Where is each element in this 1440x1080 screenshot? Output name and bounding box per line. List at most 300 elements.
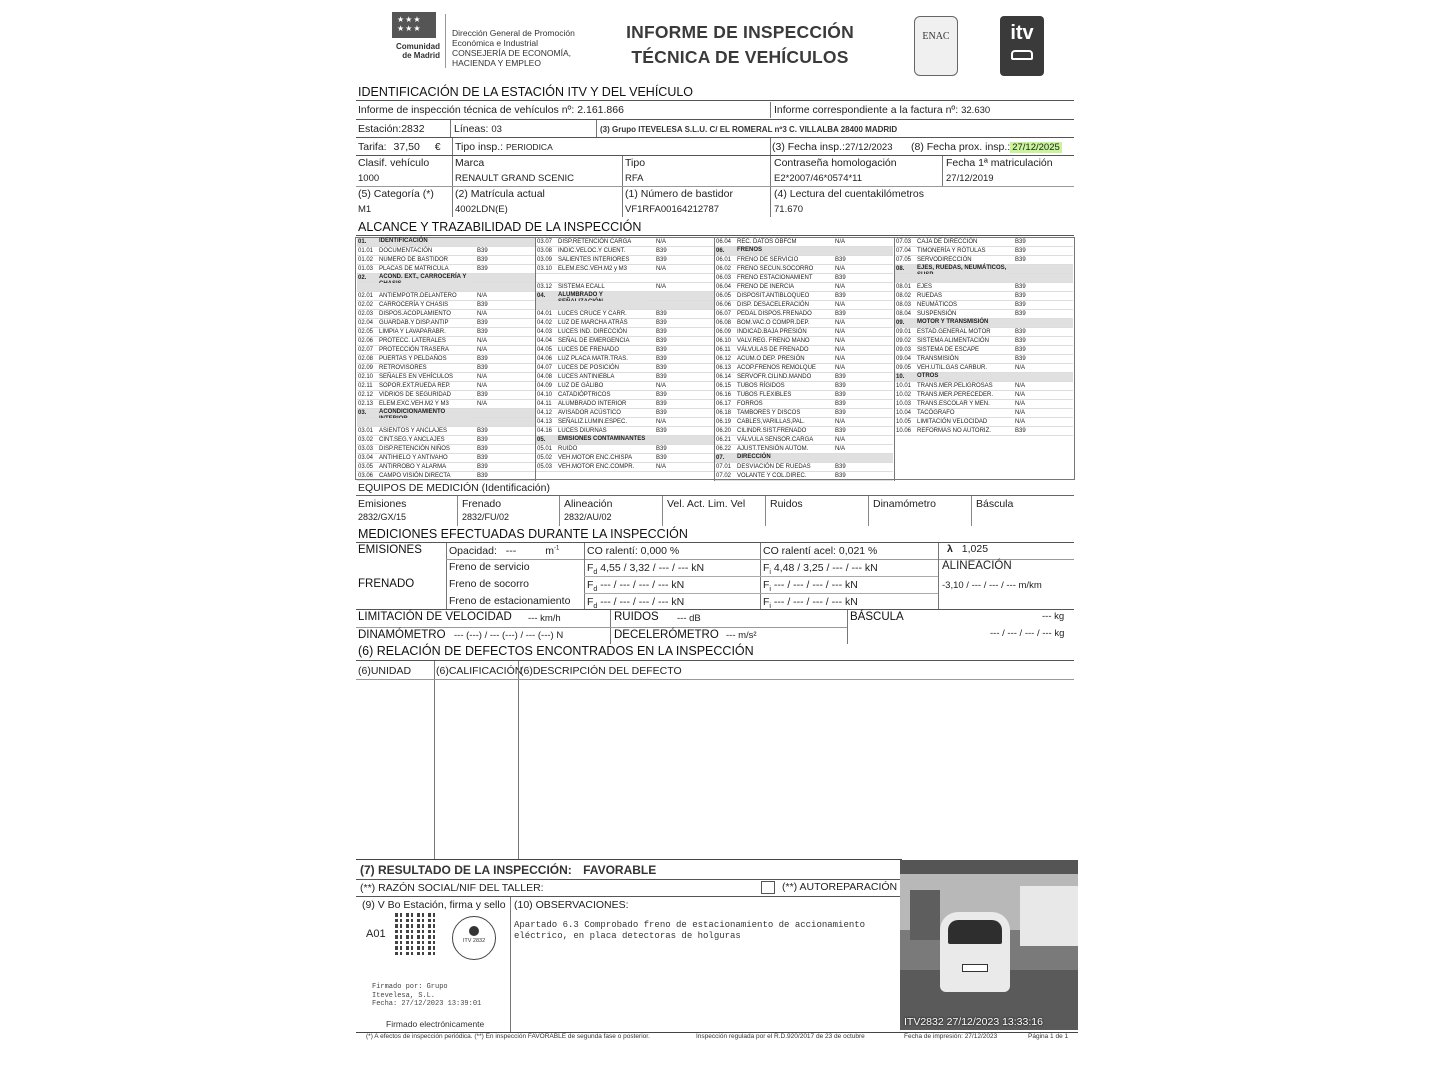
fee-label: Tarifa: xyxy=(358,141,387,153)
invoice-label: Informe correspondiente a la factura nº: xyxy=(774,104,959,116)
checklist-label: SEÑAL DE EMERGENCIA xyxy=(558,338,630,344)
checklist-label: PROTECCIÓN TRASERA xyxy=(379,347,449,353)
checklist-code: 01.03 xyxy=(358,266,374,272)
currency: € xyxy=(434,141,441,153)
checklist-code: 08.01 xyxy=(896,284,912,290)
checklist-label: DISP. DESACELERACIÓN xyxy=(737,302,809,308)
checklist-label: DISPOS.ACOPLAMIENTO xyxy=(379,311,451,317)
checklist-code: 08.04 xyxy=(896,311,912,317)
checklist-code: 10.03 xyxy=(896,401,912,407)
checklist-item xyxy=(357,256,535,265)
equip-label: Vel. Act. Lim. Vel xyxy=(667,498,746,510)
ident-section-title: IDENTIFICACIÓN DE LA ESTACIÓN ITV Y DEL VEHÍCULO xyxy=(358,85,694,99)
checklist-item xyxy=(715,400,893,409)
checklist-label: VÁLVULA SENSOR.CARGA xyxy=(737,437,814,443)
checklist-item xyxy=(715,373,893,382)
checklist-label: LUZ DE MARCHA ATRÁS xyxy=(558,320,628,326)
checklist-status: N/A xyxy=(477,374,488,380)
checklist-code: 04.02 xyxy=(537,320,553,326)
self-repair-label: (**) AUTOREPARACIÓN xyxy=(782,881,898,893)
checklist-label: PUERTAS Y PELDAÑOS xyxy=(379,356,447,362)
org-line: Dirección General de Promoción xyxy=(452,28,575,38)
report-number: 2.161.866 xyxy=(577,104,624,116)
checklist-label: LUCES DE FRENADO xyxy=(558,347,620,353)
parking-fi: --- / --- / --- / --- kN xyxy=(773,596,858,608)
workshop-label: (**) RAZÓN SOCIAL/NIF DEL TALLER: xyxy=(360,882,544,894)
checklist-status: B39 xyxy=(1015,239,1026,245)
checklist-item xyxy=(895,409,1073,418)
checklist-status: N/A xyxy=(835,365,846,371)
checklist-label: SEÑALES EN VEHÍCULOS xyxy=(379,374,454,380)
checklist-status: B39 xyxy=(1015,347,1026,353)
checklist-label: ALUMBRADO INTERIOR xyxy=(558,401,627,407)
checklist-item xyxy=(357,454,535,463)
checklist-item xyxy=(895,373,1073,382)
checklist-status: B39 xyxy=(656,446,667,452)
checklist-label: PROTECC. LATERALES xyxy=(379,338,446,344)
checklist-status: B39 xyxy=(477,446,488,452)
checklist-label: LUCES DIURNAS xyxy=(558,428,607,434)
equip-label: Emisiones xyxy=(358,498,407,510)
checklist-label: DESVIACIÓN DE RUEDAS xyxy=(737,464,811,470)
checklist-status: B39 xyxy=(477,257,488,263)
checklist-code: 02.08 xyxy=(358,356,374,362)
checklist-code: 04.11 xyxy=(537,401,552,407)
checklist-code: 04.16 xyxy=(537,428,553,434)
fee-value: 37,50 xyxy=(393,141,420,153)
brand-label: Marca xyxy=(455,157,485,169)
checklist-label: MOTOR Y TRANSMISIÓN xyxy=(917,319,1007,326)
checklist-status: N/A xyxy=(835,266,846,272)
itv-label: itv xyxy=(1010,22,1034,44)
checklist-code: 02.11 xyxy=(358,383,373,389)
checklist-label: AVISADOR ACÚSTICO xyxy=(558,410,621,416)
checklist-status: B39 xyxy=(656,365,667,371)
checklist-item xyxy=(357,328,535,337)
checklist-item xyxy=(895,256,1073,265)
checklist-label: RETROVISORES xyxy=(379,365,427,371)
checklist-item xyxy=(357,400,535,409)
checklist-status: N/A xyxy=(835,329,846,335)
checklist-item xyxy=(357,364,535,373)
checklist-label: LUCES ANTINIEBLA xyxy=(558,374,615,380)
checklist-item xyxy=(715,346,893,355)
checklist-status: N/A xyxy=(835,437,846,443)
checklist-item xyxy=(357,463,535,472)
checklist-item xyxy=(536,355,714,364)
decel-label: DECELERÓMETRO xyxy=(614,629,719,641)
checklist-code: 05. xyxy=(537,437,546,443)
checklist-status: B39 xyxy=(477,356,488,362)
checklist-status: B39 xyxy=(835,464,846,470)
checklist-code: 02.09 xyxy=(358,365,374,371)
checklist-code: 03.03 xyxy=(358,446,374,452)
brand-value: RENAULT GRAND SCENIC xyxy=(455,173,574,184)
self-repair-checkbox[interactable] xyxy=(761,881,775,894)
checklist-status: B39 xyxy=(1015,329,1026,335)
checklist-item xyxy=(536,463,714,472)
checklist-status: B39 xyxy=(835,293,846,299)
checklist-item xyxy=(715,391,893,400)
checklist-item xyxy=(357,427,535,436)
checklist-item xyxy=(715,256,893,265)
checklist-status: N/A xyxy=(1015,410,1026,416)
checklist-code: 03.10 xyxy=(537,266,553,272)
checklist-code: 01.01 xyxy=(358,248,374,254)
checklist-code: 02.13 xyxy=(358,401,374,407)
checklist-label: FRENOS xyxy=(737,247,827,254)
checklist-code: 02.03 xyxy=(358,311,374,317)
checklist-status: B39 xyxy=(1015,428,1026,434)
checklist-code: 06.02 xyxy=(716,266,732,272)
checklist-status: N/A xyxy=(656,266,667,272)
defects-col-desc: (6)DESCRIPCIÓN DEL DEFECTO xyxy=(520,665,682,677)
checklist-code: 06.20 xyxy=(716,428,732,434)
checklist-code: 06.15 xyxy=(716,383,732,389)
checklist-item xyxy=(357,274,535,283)
checklist-item xyxy=(715,337,893,346)
checklist-code: 07. xyxy=(716,455,725,461)
tipo-value: RFA xyxy=(625,173,644,184)
checklist-label: ACOP.FRENOS REMOLQUE xyxy=(737,365,816,371)
scale-value: --- kg xyxy=(1042,611,1065,622)
station-seal xyxy=(452,916,496,960)
equip-value: 2832/FU/02 xyxy=(462,512,510,522)
checklist-code: 04.01 xyxy=(537,311,553,317)
checklist-code: 10.06 xyxy=(896,428,912,434)
signature-line: Firmado por: Grupo xyxy=(372,983,448,991)
enac-label: ENAC xyxy=(922,31,950,42)
checklist-code: 08. xyxy=(896,266,905,272)
checklist-status: B39 xyxy=(656,401,667,407)
equip-table xyxy=(356,495,1074,525)
dyno-value: --- (---) / --- (---) / --- (---) N xyxy=(454,630,564,641)
checklist-label: SISTEMA DE ESCAPE xyxy=(917,347,980,353)
checklist-item xyxy=(715,274,893,283)
madrid-flag-icon: ★★★ ★★★ xyxy=(392,12,436,38)
station-number: 2832 xyxy=(401,123,425,135)
checklist-code: 04.10 xyxy=(537,392,553,398)
checklist-label: VEH.MOTOR ENC.COMPR. xyxy=(558,464,635,470)
checklist-label: DISP.RETENCIÓN CARGA xyxy=(558,239,632,245)
checklist-label: VEH.MOTOR ENC.CHISPA xyxy=(558,455,633,461)
checklist-item xyxy=(536,274,714,283)
enac-logo xyxy=(914,16,958,76)
vin-label: (1) Número de bastidor xyxy=(625,188,733,200)
observation-line: Apartado 6.3 Comprobado freno de estacionamiento de accionamiento xyxy=(514,920,866,930)
checklist-code: 04.03 xyxy=(537,329,553,335)
lines-value: 03 xyxy=(491,124,502,135)
signature-block xyxy=(372,983,481,1009)
checklist-code: 02.05 xyxy=(358,329,374,335)
checklist-item xyxy=(357,238,535,247)
title-line: INFORME DE INSPECCIÓN xyxy=(626,22,854,42)
checklist-item xyxy=(357,418,535,427)
checklist-label: SALIENTES INTERIORES xyxy=(558,257,630,263)
checklist-status: B39 xyxy=(477,437,488,443)
checklist-code: 04.05 xyxy=(537,347,553,353)
checklist-status: N/A xyxy=(656,284,667,290)
checklist-code: 09. xyxy=(896,320,905,326)
checklist-item xyxy=(357,472,535,481)
checklist-item xyxy=(895,355,1073,364)
checklist-code: 06.19 xyxy=(716,419,732,425)
seal-text: ITV 2832 xyxy=(462,938,486,944)
checklist-status: B39 xyxy=(477,392,488,398)
checklist-label: CILINDR.SIST.FRENADO xyxy=(737,428,807,434)
checklist-status: B39 xyxy=(656,428,667,434)
checklist-status: N/A xyxy=(835,338,846,344)
checklist-label: FRENO ESTACIONAMIENT xyxy=(737,275,813,281)
observations-label: (10) OBSERVACIONES: xyxy=(514,899,629,911)
plate-label: (2) Matrícula actual xyxy=(455,188,545,200)
checklist-code: 06.04 xyxy=(716,239,732,245)
checklist-label: EMISIONES CONTAMINANTES xyxy=(558,436,648,443)
equip-label: Dinamómetro xyxy=(873,498,937,510)
stamp-code: A01 xyxy=(366,928,386,940)
checklist-item xyxy=(536,328,714,337)
checklist-label: INDIC.VELOC.Y CUENT. xyxy=(558,248,626,254)
checklist-item xyxy=(536,238,714,247)
org-line: HACIENDA Y EMPLEO xyxy=(452,58,541,68)
checklist-status: B39 xyxy=(835,392,846,398)
invoice-number: 32.630 xyxy=(961,105,991,116)
fd-subscript: d xyxy=(593,586,598,594)
itv-logo xyxy=(1000,16,1044,76)
footer-note: (*) A efectos de inspección periódica. (**) En inspección FAVORABLE de segunda fase o posterior. xyxy=(366,1033,650,1040)
checklist-code: 06.08 xyxy=(716,320,732,326)
checklist-status: B39 xyxy=(656,347,667,353)
checklist-status: B39 xyxy=(1015,302,1026,308)
checklist-code: 03. xyxy=(358,410,367,416)
parking-fd: --- / --- / --- / --- kN xyxy=(600,596,685,608)
checklist-label: ACOND. EXT., CARROCERÍA Y xyxy=(379,274,469,288)
equip-label: Ruidos xyxy=(770,498,803,510)
checklist-item xyxy=(357,319,535,328)
checklist-item xyxy=(715,472,893,481)
checklist-item xyxy=(536,409,714,418)
scale-label: BÁSCULA xyxy=(850,611,904,623)
checklist-code: 07.04 xyxy=(896,248,912,254)
checklist-code: 04.04 xyxy=(537,338,553,344)
checklist-label: ANTIHIELO Y ANTIVAHO xyxy=(379,455,448,461)
checklist-item xyxy=(536,364,714,373)
checklist-item xyxy=(715,301,893,310)
insp-date-label: (3) Fecha insp.: xyxy=(772,141,845,153)
checklist-status: N/A xyxy=(477,347,488,353)
checklist-status: N/A xyxy=(477,401,488,407)
homolog-label: Contraseña homologación xyxy=(774,157,897,169)
checklist-code: 03.08 xyxy=(537,248,553,254)
checklist-item xyxy=(536,301,714,310)
checklist-code: 02.02 xyxy=(358,302,374,308)
checklist-item xyxy=(536,310,714,319)
checklist-code: 04.08 xyxy=(537,374,553,380)
checklist-status: N/A xyxy=(656,383,667,389)
checklist-label: GUARDAB.Y DISP.ANTIP xyxy=(379,320,449,326)
checklist-label: FRENO DE SERVICIO xyxy=(737,257,799,263)
checklist-code: 06.03 xyxy=(716,275,732,281)
checklist-code: 04. xyxy=(537,293,546,299)
org-line: Económica e Industrial xyxy=(452,38,538,48)
checklist-label: LIMITACIÓN VELOCIDAD xyxy=(917,419,988,425)
inspection-report: ★★★ ★★★ Comunidad de Madrid Dirección General de Promoción Económica e Industrial CONSEJERÍA DE ECONOMÍA, HACIENDA Y EMPLEO INFORME DE INSPECCIÓN TÉCNICA DE VEHÍCULOS ENAC itv IDENTIFICACIÓN DE LA ESTACIÓN ITV Y DEL VEHÍCULO Informe de inspección técnica de vehículos nº: 2.161.866 Informe correspondiente a la factura nº: 32.630 Estación:2832 Líneas: 03 (3) Grupo ITEVELESA S.L.U. C/ EL ROMERAL nº3 C. VILLALBA 28400 MADRID Tarifa: 37,50 € Tipo insp.: PERIODICA (3) Fecha insp.:27/12/2023 (8) Fecha prox. insp.: 27/12/2025 Clasif. vehículo 1000 Marca RENAULT GRAND SCENIC Tipo RFA Contraseña homologación E2*2007/46*0574*11 Fecha 1ª matriculación 27/12/2019 (5) Categoría (*) M1 (2) Matrícula actual 4002LDN(E) (1) Número de bastidor VF1RFA00164212787 (4) Lectura del cuentakilómetros 71.670 ALCANCE Y TRAZABILIDAD DE LA INSPECCIÓN 01. IDENTIFICACIÓN 01.01 DOCUMENTACIÓN B39 01.02 NUMERO DE BASTIDOR B39 01.03 PLACAS DE MATRICULA B39 02. ACOND. EXT., CARROCERÍA Y 02.01 ANTIEMPOTR.DELANTERO N/A 02.02 CARROCERÍA Y CHASIS B39 02.03 DISPOS.ACOPLAMIENTO N/A 02.04 GUARDAB.Y DISP.ANTIP B39 02.05 LIMPIA Y LAVAPARABR. B39 02.06 PROTECC. LATERALES N/A 02.07 PROTECCIÓN TRASERA N/A 02.08 PUERTAS Y PELDAÑOS B39 02.09 RETROVISORES B39 02.10 SEÑALES EN VEHÍCULOS N/A 02.11 SOPOR.EXT.RUEDA REP. N/A 02.12 VIDRIOS DE SEGURIDAD B39 02.13 ELEM.EXC.VEH.M2 Y M3 N/A 03. ACONDICIONAMIENTO 03.01 ASIENTOS Y ANCLAJES B39 03.02 CINT.SEG.Y ANCLAJES B39 03.03 DISP.RETENCIÓN NIÑOS B39 03.04 ANTIHIELO Y ANTIVAHO B39 03.05 ANTIRROBO Y ALARMA B39 03.06 CAMPO VISIÓN DIRECTA B39 03.07 DISP.RETENCIÓN CARGA N/A 03.08 INDIC.VELOC.Y CUENT. B39 03.09 SALIENTES INTERIORES B39 03.10 ELEM.ESC.VEH.M2 y M3 N/A 03.12 SISTEMA ECALL N/A 04. ALUMBRADO Y 04.01 LUCES CRUCE Y CARR. B39 04.02 LUZ DE MARCHA ATRÁS B39 04.03 LUCES IND. DIRECCIÓN B39 04.04 SEÑAL DE EMERGENCIA B39 04.05 LUCES DE FRENADO B39 04.06 LUZ PLACA MATR.TRAS. B39 04.07 LUCES DE POSICIÓN B39 04.08 LUCES ANTINIEBLA B39 04.09 LUZ DE GÁLIBO N/A 04.10 CATADIÓPTRICOS B39 04.11 ALUMBRADO INTERIOR B39 04.12 AVISADOR ACÚSTICO B39 04.13 SEÑALIZ.LUMIN.ESPEC. N/A 04.16 LUCES DIURNAS B39 05. EMISIONES CONTAMINANTES 05.01 RUIDO B39 05.02 VEH.MOTOR ENC.CHISPA B39 05.03 VEH.MOTOR ENC.COMPR. N/A 06.04 REC. DATOS OBFCM N/A 06. FRENOS 06.01 FRENO DE SERVICIO B39 06.02 FRENO SECUN.SOCORRO N/A 06.03 FRENO ESTACIONAMIENT B39 06.04 FRENO DE INERCIA N/A 06.05 DISPOSIT.ANTIBLOQUEO B39 06.06 DISP. DESACELERACIÓN N/A 06.07 PEDAL DISPOS.FRENADO B39 06.08 BOM.VAC.O COMPR.DEP. N/A 06.09 INDICAD.BAJA PRESIÓN N/A 06.10 VALV.REG. FRENO MANO N/A 06.11 VÁLVULAS DE FRENADO N/A 06.12 ACUM.O DEP. PRESIÓN N/A 06.13 ACOP.FRENOS REMOLQUE N/A 06.14 SERVOFR.CILIND.MANDO B39 06.15 TUBOS RÍGIDOS B39 06.16 TUBOS FLEXIBLES B39 06.17 FORROS B39 06.18 TAMBORES Y DISCOS B39 06.19 CABLES,VARILLAS,PAL. N/A 06.20 CILINDR.SIST.FRENADO B39 06.21 VÁLVULA SENSOR.CARGA N/A 06.22 AJUST.TENSIÓN AUTOM. N/A 07. DIRECCIÓN 07.01 DESVIACIÓN DE RUEDAS B39 07.02 VOLANTE Y COL.DIREC. B39 07.03 CAJA DE DIRECCIÓN B39 07.04 TIMONERÍA Y RÓTULAS B39 07.05 SERVODIRECCIÓN B39 08. EJES, RUEDAS, NEUMÁTICOS, 08.01 EJES B39 08.02 RUEDAS B39 08.03 NEUMÁTICOS B39 08.04 SUSPENSIÓN B39 09. MOTOR Y TRANSMISIÓN 09.01 ESTAD.GENERAL MOTOR B39 09.02 SISTEMA ALIMENTACIÓN B39 09.03 SISTEMA DE ESCAPE B39 09.04 TRANSMISIÓN B39 09.05 VEH.UTIL.GAS CARBUR. N/A 10. OTROS 10.01 TRANS.MER.PELIGROSAS N/A 10.02 TRANS.MER.PERECEDER. N/A 10.03 TRANS.ESCOLAR Y MEN. N/A 10.04 TACÓGRAFO N/A 10.05 LIMITACIÓN VELOCIDAD N/A 10.06 REFORMAS NO AUTORIZ. B39 EQUIPOS DE MEDICIÓN (Identificación) Emisiones 2832/GX/15 Frenado 2832/FU/02 Alineación 2832/AU/02 Vel. Act. Lim. Vel Ruidos Dinamómetro Báscula MEDICIONES EFECTUADAS DURANTE LA INSPECCIÓN EMISIONES Opacidad: --- $m^{-1}$ CO ralentí: 0,000 % CO ralentí acel: 0,021 % λ 1,025 FRENADO Freno de servicio Freno de socorro Freno de estacionamiento $F_d$ 4,55 / 3,32 / --- / --- kN $F_d$ --- / --- / --- / --- kN $F_d$ --- / --- / --- / --- kN $F_i$ 4,48 / 3,25 / --- / --- kN $F_i$ --- / --- / --- / --- kN $F_i$ --- / --- / --- / --- kN ALINEACIÓN -3,10 / --- / --- / --- m/km LIMITACIÓN DE VELOCIDAD --- km/h RUIDOS --- dB BÁSCULA --- kg --- / --- / --- / --- kg DINAMÓMETRO --- (---) / --- (---) / --- (---) N DECELERÓMETRO --- m/s² (6) RELACIÓN DE DEFECTOS ENCONTRADOS EN LA INSPECCIÓN (6)UNIDAD (6)CALIFICACIÓN (6)DESCRIPCIÓN DEL DEFECTO (7) RESULTADO DE LA INSPECCIÓN: FAVORABLE (**) RAZÓN SOCIAL/NIF DEL TALLER: (**) AUTOREPARACIÓN (9) V Bo Estación, firma y sello (10) OBSERVACIONES: Apartado 6.3 Comprobado freno de estacionamiento de accionamiento eléctrico, en placa detectoras de holguras A01 ITV 2832 Firmado por: Grupo Itevelesa, S.L. Fecha: 27/12/2023 13:39:01 Firmado electrónicamente ITV2832 27/12/2023 13:33:16 (*) A efectos de inspección periódica. (**) En inspección FAVORABLE de segunda fase o posterior. Inspección regulada por el R.D.920/2017 de 23 de octubre Fecha de impresión: 27/12/2023 Página 1 de 1 xyxy=(352,10,1080,1072)
checklist-code: 02.07 xyxy=(358,347,374,353)
checklist-status: B39 xyxy=(835,257,846,263)
observations-text xyxy=(514,920,865,942)
lines-label: Líneas: xyxy=(454,123,489,135)
photo-caption: ITV2832 27/12/2023 13:33:16 xyxy=(904,1016,1043,1028)
checklist-code: 05.03 xyxy=(537,464,553,470)
checklist-code: 03.07 xyxy=(537,239,553,245)
next-insp-label: (8) Fecha prox. insp.: xyxy=(911,141,1011,153)
checklist-code: 01.02 xyxy=(358,257,374,263)
checklist-item xyxy=(895,274,1073,283)
checklist-label: SUSPENSIÓN xyxy=(917,311,957,317)
checklist-item xyxy=(715,454,893,463)
reg-date-value: 27/12/2019 xyxy=(946,173,994,184)
signature-line: Fecha: 27/12/2023 13:39:01 xyxy=(372,1000,482,1008)
checklist-label: TIMONERÍA Y RÓTULAS xyxy=(917,248,986,254)
checklist-code: 06.11 xyxy=(716,347,731,353)
checklist-item xyxy=(357,355,535,364)
checklist-item xyxy=(357,436,535,445)
checklist-item xyxy=(715,265,893,274)
noise-label: RUIDOS xyxy=(614,611,659,623)
checklist-status: B39 xyxy=(835,428,846,434)
scale-axles-value: --- / --- / --- / --- kg xyxy=(990,628,1065,639)
checklist-status: B39 xyxy=(1015,248,1026,254)
class-value: 1000 xyxy=(358,173,380,184)
fd-symbol: F xyxy=(587,579,594,591)
qr-code-icon xyxy=(395,913,437,955)
checklist-code: 06.12 xyxy=(716,356,732,362)
checklist-code: 09.04 xyxy=(896,356,912,362)
checklist-status: N/A xyxy=(656,239,667,245)
checklist-label: ANTIRROBO Y ALARMA xyxy=(379,464,447,470)
opacity-value: --- xyxy=(505,545,517,557)
equip-label: Báscula xyxy=(976,498,1014,510)
checklist-status: B39 xyxy=(656,374,667,380)
checklist-item xyxy=(715,409,893,418)
checklist-item xyxy=(715,382,893,391)
defects-col-grade: (6)CALIFICACIÓN xyxy=(436,665,523,677)
equip-value: 2832/AU/02 xyxy=(564,512,612,522)
equip-label: Frenado xyxy=(462,498,502,510)
checklist-item xyxy=(357,247,535,256)
checklist-status: B39 xyxy=(1015,293,1026,299)
checklist-item xyxy=(895,328,1073,337)
vehicle-photo xyxy=(900,860,1078,1030)
checklist-status: B39 xyxy=(477,266,488,272)
checklist-code: 09.03 xyxy=(896,347,912,353)
checklist-code: 09.01 xyxy=(896,329,912,335)
service-brake-label: Freno de servicio xyxy=(449,561,530,573)
checklist-label: DISPOSIT.ANTIBLOQUEO xyxy=(737,293,810,299)
checklist-item xyxy=(715,355,893,364)
checklist-code: 06.22 xyxy=(716,446,732,452)
checklist-code: 08.03 xyxy=(896,302,912,308)
checklist-item xyxy=(715,310,893,319)
checklist-code: 02.10 xyxy=(358,374,374,380)
lambda-symbol: λ xyxy=(947,543,953,555)
co-accel: CO ralentí acel: 0,021 % xyxy=(763,545,878,557)
checklist-item xyxy=(357,382,535,391)
checklist-item xyxy=(895,292,1073,301)
checklist-label: CAJA DE DIRECCIÓN xyxy=(917,239,978,245)
footer-page: Página 1 de 1 xyxy=(1028,1033,1069,1040)
checklist-status: B39 xyxy=(835,383,846,389)
electronic-signature-label: Firmado electrónicamente xyxy=(386,1019,485,1029)
checklist-item xyxy=(715,319,893,328)
checklist-label: EJES, RUEDAS, NEUMÁTICOS, xyxy=(917,265,1007,279)
checklist-code: 06.05 xyxy=(716,293,732,299)
checklist-label: ESTAD.GENERAL MOTOR xyxy=(917,329,991,335)
checklist-code: 05.01 xyxy=(537,446,553,452)
equip-label: Alineación xyxy=(564,498,613,510)
secondary-fd: --- / --- / --- / --- kN xyxy=(600,579,685,591)
checklist-label: PLACAS DE MATRICULA xyxy=(379,266,449,272)
checklist-item xyxy=(357,346,535,355)
checklist-status: N/A xyxy=(835,446,846,452)
checklist-item xyxy=(715,427,893,436)
checklist-item xyxy=(357,283,535,292)
fd-subscript: d xyxy=(593,569,598,577)
checklist-label: FRENO DE INERCIA xyxy=(737,284,795,290)
checklist-label: VEH.UTIL.GAS CARBUR. xyxy=(917,365,988,371)
checklist-item xyxy=(536,292,714,301)
checklist-status: B39 xyxy=(656,410,667,416)
homolog-value: E2*2007/46*0574*11 xyxy=(774,173,863,184)
checklist-status: B39 xyxy=(477,365,488,371)
category-value: M1 xyxy=(358,204,372,215)
checklist-status: B39 xyxy=(835,410,846,416)
checklist-label: DOCUMENTACIÓN xyxy=(379,248,433,254)
checklist-item xyxy=(715,463,893,472)
title-line: TÉCNICA DE VEHÍCULOS xyxy=(631,47,849,67)
checklist-status: N/A xyxy=(1015,419,1026,425)
seal-logo-icon xyxy=(469,926,479,936)
checklist-label: TRANS.MER.PELIGROSAS xyxy=(917,383,993,389)
checklist-item xyxy=(715,445,893,454)
checklist-item xyxy=(715,292,893,301)
checklist-label: ELEM.ESC.VEH.M2 y M3 xyxy=(558,266,628,272)
checklist-label: TRANS.MER.PERECEDER. xyxy=(917,392,994,398)
checklist-code: 02.12 xyxy=(358,392,374,398)
checklist-item xyxy=(895,382,1073,391)
checklist-label: OTROS xyxy=(917,373,1007,380)
checklist-status: B39 xyxy=(656,311,667,317)
service-fi: 4,48 / 3,25 / --- / --- kN xyxy=(773,562,878,574)
checklist-label: CABLES,VARILLAS,PAL. xyxy=(737,419,805,425)
checklist-status: B39 xyxy=(656,257,667,263)
checklist-code: 06.04 xyxy=(716,284,732,290)
checklist-code: 10.01 xyxy=(896,383,912,389)
checklist-status: B39 xyxy=(656,329,667,335)
checklist-label: INDICAD.BAJA PRESIÓN xyxy=(737,329,807,335)
opacity-label: Opacidad: xyxy=(449,545,497,557)
checklist-status: B39 xyxy=(656,248,667,254)
checklist-item xyxy=(536,382,714,391)
checklist-item xyxy=(895,346,1073,355)
fi-symbol: F xyxy=(763,579,770,591)
checklist-item xyxy=(895,337,1073,346)
checklist-item xyxy=(357,373,535,382)
checklist-label: SISTEMA ECALL xyxy=(558,284,605,290)
checklist-label: ANTIEMPOTR.DELANTERO xyxy=(379,293,457,299)
checklist-code: 06.09 xyxy=(716,329,732,335)
checklist-item xyxy=(536,247,714,256)
